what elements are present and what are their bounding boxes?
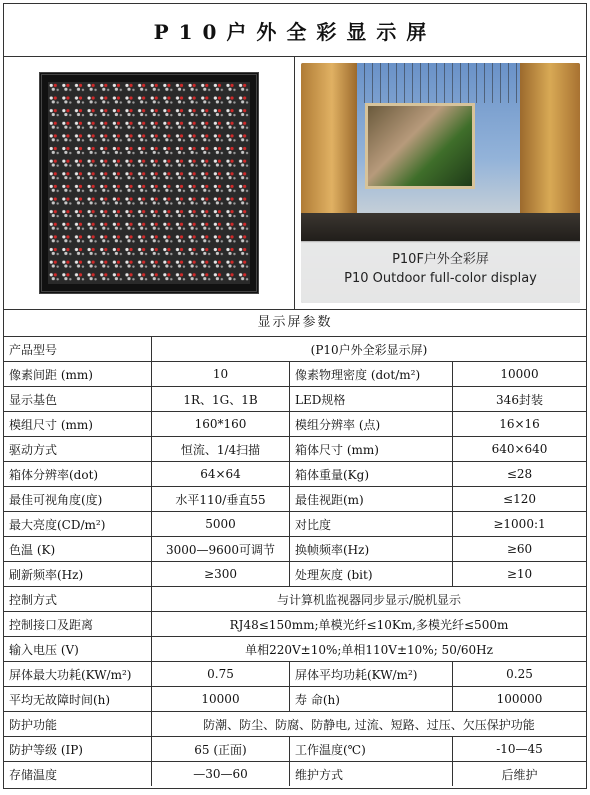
spec-label: 显示基色 <box>4 387 152 412</box>
section-title: 显示屏参数 <box>4 310 586 337</box>
spec-row <box>4 562 586 587</box>
spec-label: 最大亮度(CD/m²) <box>4 512 152 537</box>
spec-row <box>4 537 586 562</box>
spec-row <box>4 662 586 687</box>
spec-value: 3000—9600可调节 <box>152 537 290 562</box>
images-row <box>4 57 586 310</box>
spec-label: 防护功能 <box>4 712 152 737</box>
spec-label: 模组分辨率 (点) <box>290 412 453 437</box>
building-right <box>520 63 580 233</box>
spec-label: 存储温度 <box>4 762 152 787</box>
spec-value: ≤28 <box>453 462 587 487</box>
spec-value: 1R、1G、1B <box>152 387 290 412</box>
spec-value: 10 <box>152 362 290 387</box>
spec-label: 输入电压 (V) <box>4 637 152 662</box>
spec-label: 防护等级 (IP) <box>4 737 152 762</box>
spec-label: 控制接口及距离 <box>4 612 152 637</box>
spec-row <box>4 712 586 737</box>
spec-value: (P10户外全彩显示屏) <box>152 337 587 362</box>
spec-label: 最佳可视角度(度) <box>4 487 152 512</box>
spec-label: 换帧频率(Hz) <box>290 537 453 562</box>
led-module-frame <box>39 72 259 294</box>
spec-value: 100000 <box>453 687 587 712</box>
spec-value: 346封装 <box>453 387 587 412</box>
spec-label: 屏体平均功耗(KW/m²) <box>290 662 453 687</box>
spec-label: 工作温度(℃) <box>290 737 453 762</box>
spec-label: 产品型号 <box>4 337 152 362</box>
spec-label: 箱体重量(Kg) <box>290 462 453 487</box>
spec-row <box>4 737 586 762</box>
spec-row <box>4 437 586 462</box>
spec-label: 最佳视距(m) <box>290 487 453 512</box>
spec-label: 寿 命(h) <box>290 687 453 712</box>
spec-label: LED规格 <box>290 387 453 412</box>
building-base <box>301 213 580 243</box>
led-module-image <box>4 57 295 309</box>
spec-value: 64×64 <box>152 462 290 487</box>
spec-label: 对比度 <box>290 512 453 537</box>
spec-label: 箱体尺寸 (mm) <box>290 437 453 462</box>
spec-row <box>4 587 586 612</box>
spec-label: 控制方式 <box>4 587 152 612</box>
building-left <box>301 63 357 233</box>
spec-value: 10000 <box>152 687 290 712</box>
spec-label: 驱动方式 <box>4 437 152 462</box>
spec-value: RJ48≤150mm;单模光纤≤10Km,多模光纤≤500m <box>152 612 587 637</box>
spec-value: 0.75 <box>152 662 290 687</box>
spec-value: ≥1000:1 <box>453 512 587 537</box>
spec-value: ≥10 <box>453 562 587 587</box>
spec-row <box>4 362 586 387</box>
spec-value: 0.25 <box>453 662 587 687</box>
rooftop-fence <box>357 63 520 103</box>
spec-label: 平均无故障时间(h) <box>4 687 152 712</box>
spec-label: 箱体分辨率(dot) <box>4 462 152 487</box>
spec-row <box>4 637 586 662</box>
spec-row <box>4 512 586 537</box>
spec-label: 像素物理密度 (dot/m²) <box>290 362 453 387</box>
spec-label: 屏体最大功耗(KW/m²) <box>4 662 152 687</box>
caption-line-1: P10F户外全彩屏 <box>392 252 489 267</box>
spec-label: 处理灰度 (bit) <box>290 562 453 587</box>
spec-value: 10000 <box>453 362 587 387</box>
spec-value: ≥300 <box>152 562 290 587</box>
spec-value: 水平110/垂直55 <box>152 487 290 512</box>
caption-line-2: P10 Outdoor full-color display <box>344 271 537 286</box>
spec-row <box>4 487 586 512</box>
led-billboard <box>365 103 475 189</box>
spec-label: 刷新频率(Hz) <box>4 562 152 587</box>
spec-row <box>4 687 586 712</box>
spec-value: -10—45 <box>453 737 587 762</box>
spec-label: 维护方式 <box>290 762 453 787</box>
spec-value: —30—60 <box>152 762 290 787</box>
spec-row <box>4 612 586 637</box>
spec-value: 640×640 <box>453 437 587 462</box>
spec-value: 后维护 <box>453 762 587 787</box>
spec-sheet <box>3 3 587 789</box>
spec-value: 5000 <box>152 512 290 537</box>
title-row <box>4 4 586 57</box>
photo-caption <box>301 241 580 303</box>
spec-value: 防潮、防尘、防腐、防静电, 过流、短路、过压、欠压保护功能 <box>152 712 587 737</box>
spec-value: 160*160 <box>152 412 290 437</box>
spec-label: 色温 (K) <box>4 537 152 562</box>
spec-row <box>4 337 586 362</box>
spec-row <box>4 412 586 437</box>
spec-label: 模组尺寸 (mm) <box>4 412 152 437</box>
spec-label: 像素间距 (mm) <box>4 362 152 387</box>
spec-row <box>4 762 586 787</box>
spec-value: ≤120 <box>453 487 587 512</box>
spec-row <box>4 387 586 412</box>
spec-value: ≥60 <box>453 537 587 562</box>
spec-value: 与计算机监视器同步显示/脱机显示 <box>152 587 587 612</box>
spec-value: 65 (正面) <box>152 737 290 762</box>
spec-table <box>4 337 586 786</box>
spec-value: 16×16 <box>453 412 587 437</box>
building-photo <box>301 63 580 303</box>
outdoor-display-photo <box>295 57 586 309</box>
spec-value: 单相220V±10%;单相110V±10%; 50/60Hz <box>152 637 587 662</box>
spec-value: 恒流、1/4扫描 <box>152 437 290 462</box>
spec-row <box>4 462 586 487</box>
led-module-grid <box>48 81 250 285</box>
page-title: P10户外全彩显示屏 <box>153 19 437 44</box>
